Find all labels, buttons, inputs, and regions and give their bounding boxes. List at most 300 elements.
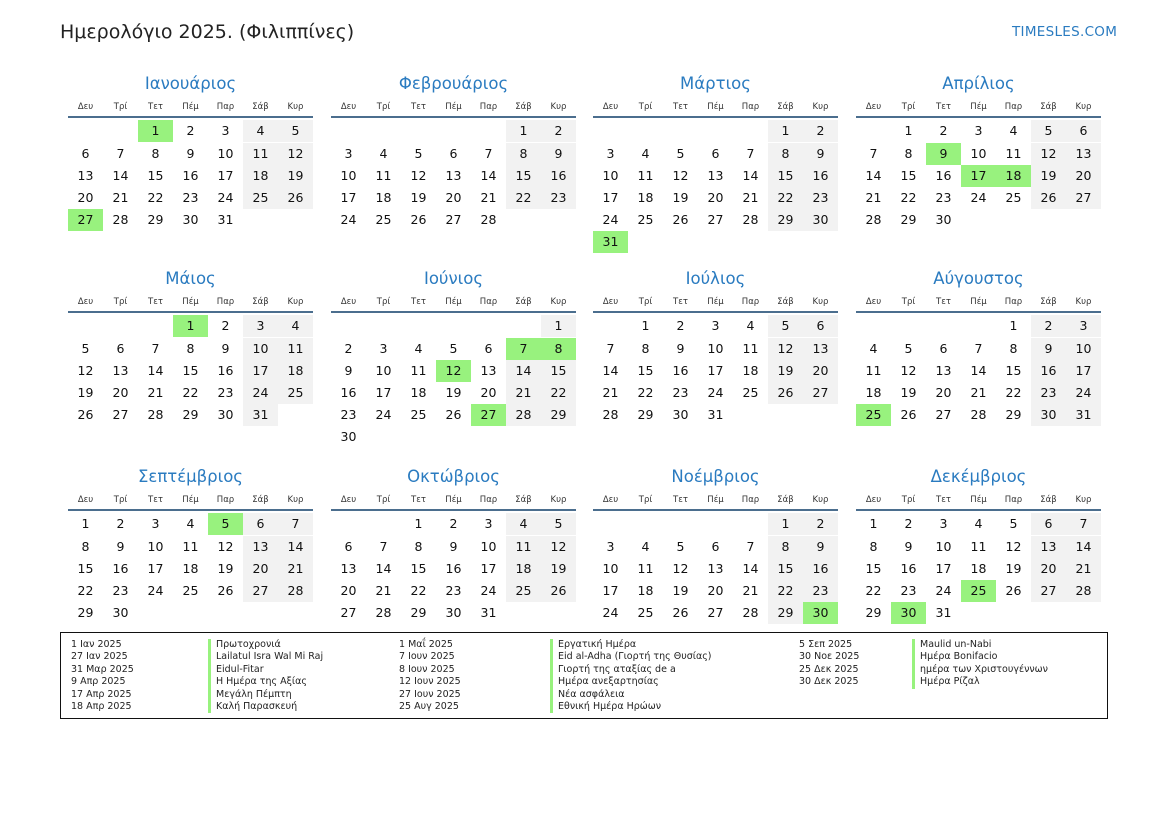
holiday-day-cell: 8: [541, 338, 576, 360]
day-cell: 21: [742, 190, 759, 205]
day-cell: 17: [217, 168, 234, 183]
day-cell: 26: [217, 583, 234, 598]
day-cell: 15: [900, 168, 917, 183]
holiday-day-cell: 1: [138, 120, 173, 142]
day-cell: 26: [541, 580, 576, 602]
day-cell: 15: [637, 363, 654, 378]
day-cell: 26: [1031, 187, 1066, 209]
weekday-header: Δευ: [865, 495, 882, 505]
day-cell: 12: [768, 338, 803, 360]
day-cell: 9: [803, 143, 838, 165]
legend-holiday-name: Εργατική Ημέρα: [550, 639, 636, 651]
day-cell: 21: [1066, 558, 1101, 580]
day-cell: 26: [445, 407, 462, 422]
weekday-header: Κυρ: [287, 297, 304, 307]
day-cell: 20: [445, 190, 462, 205]
day-cell: 25: [410, 407, 427, 422]
day-cell: 8: [81, 539, 90, 554]
month-divider: [593, 311, 838, 313]
day-cell: 25: [278, 382, 313, 404]
weekday-header: Παρ: [1004, 495, 1023, 505]
day-cell: 22: [147, 190, 164, 205]
day-cell: 23: [672, 385, 689, 400]
day-cell: 24: [970, 190, 987, 205]
legend-date: 8 Ιουν 2025: [399, 663, 455, 675]
day-cell: 19: [410, 190, 427, 205]
day-cell: 18: [506, 558, 541, 580]
day-cell: 5: [81, 341, 90, 356]
day-cell: 23: [217, 385, 234, 400]
day-cell: 14: [742, 168, 759, 183]
day-cell: 12: [672, 168, 689, 183]
day-cell: 10: [1066, 338, 1101, 360]
day-cell: 29: [182, 407, 199, 422]
weekday-header: Σάβ: [777, 297, 794, 307]
day-cell: 11: [970, 539, 987, 554]
day-cell: 10: [707, 341, 724, 356]
day-cell: 12: [541, 536, 576, 558]
day-cell: 17: [147, 561, 164, 576]
day-cell: 1: [1009, 318, 1018, 333]
day-cell: 15: [77, 561, 94, 576]
day-cell: 23: [803, 187, 838, 209]
day-cell: 15: [768, 558, 803, 580]
day-cell: 20: [1066, 165, 1101, 187]
day-cell: 28: [375, 605, 392, 620]
day-cell: 5: [278, 120, 313, 142]
month-name: Σεπτέμβριος: [138, 467, 243, 486]
day-cell: 20: [803, 360, 838, 382]
day-cell: 7: [116, 146, 125, 161]
day-cell: 23: [541, 187, 576, 209]
day-cell: 21: [112, 190, 129, 205]
month-divider: [331, 311, 576, 313]
weekday-header: Τρί: [113, 495, 128, 505]
day-cell: 1: [904, 123, 913, 138]
weekday-header: Δευ: [602, 297, 619, 307]
day-cell: 1: [414, 516, 423, 531]
day-cell: 30: [182, 212, 199, 227]
day-cell: 29: [865, 605, 882, 620]
day-cell: 30: [340, 429, 357, 444]
day-cell: 6: [711, 539, 720, 554]
day-cell: 22: [541, 382, 576, 404]
weekday-header: Τετ: [673, 495, 688, 505]
month-block: [593, 74, 838, 254]
day-cell: 7: [606, 341, 615, 356]
weekday-header: Τετ: [936, 495, 951, 505]
day-cell: 4: [506, 513, 541, 535]
day-cell: 16: [935, 168, 952, 183]
day-cell: 28: [970, 407, 987, 422]
day-cell: 3: [711, 318, 720, 333]
day-cell: 4: [869, 341, 878, 356]
month-name: Νοέμβριος: [671, 467, 760, 486]
weekday-header: Παρ: [1004, 102, 1023, 112]
month-name: Ιούλιος: [685, 269, 746, 288]
day-cell: 28: [278, 580, 313, 602]
day-cell: 31: [1066, 404, 1101, 426]
holiday-day-cell: 27: [68, 209, 103, 231]
day-cell: 8: [151, 146, 160, 161]
day-cell: 15: [182, 363, 199, 378]
weekday-header: Πέμ: [445, 495, 462, 505]
day-cell: 19: [672, 190, 689, 205]
brand-link[interactable]: TIMESLES.COM: [1012, 24, 1118, 40]
day-cell: 8: [768, 143, 803, 165]
day-cell: 3: [606, 539, 615, 554]
holiday-day-cell: 25: [961, 580, 996, 602]
day-cell: 28: [480, 212, 497, 227]
day-cell: 21: [278, 558, 313, 580]
day-cell: 30: [445, 605, 462, 620]
day-cell: 7: [1066, 513, 1101, 535]
day-cell: 18: [182, 561, 199, 576]
day-cell: 16: [1031, 360, 1066, 382]
day-cell: 2: [803, 120, 838, 142]
day-cell: 25: [637, 212, 654, 227]
day-cell: 3: [939, 516, 948, 531]
day-cell: 15: [147, 168, 164, 183]
day-cell: 9: [904, 539, 913, 554]
weekday-header: Σάβ: [252, 495, 269, 505]
month-block: [593, 467, 838, 647]
weekday-header: Κυρ: [550, 495, 567, 505]
day-cell: 14: [1066, 536, 1101, 558]
day-cell: 5: [1009, 516, 1018, 531]
weekday-header: Παρ: [741, 495, 760, 505]
day-cell: 29: [410, 605, 427, 620]
day-cell: 12: [410, 168, 427, 183]
day-cell: 3: [379, 341, 388, 356]
weekday-header: Πέμ: [707, 297, 724, 307]
day-cell: 18: [410, 385, 427, 400]
day-cell: 20: [1031, 558, 1066, 580]
day-cell: 5: [768, 315, 803, 337]
day-cell: 27: [707, 212, 724, 227]
day-cell: 10: [602, 561, 619, 576]
legend-holiday-name: Lailatul Isra Wal Mi Raj: [208, 651, 323, 663]
day-cell: 3: [221, 123, 230, 138]
day-cell: 16: [445, 561, 462, 576]
day-cell: 20: [112, 385, 129, 400]
day-cell: 31: [480, 605, 497, 620]
weekday-header: Κυρ: [1075, 297, 1092, 307]
day-cell: 13: [935, 363, 952, 378]
day-cell: 4: [746, 318, 755, 333]
day-cell: 10: [935, 539, 952, 554]
legend-date: 25 Δεκ 2025: [799, 663, 859, 675]
weekday-header: Σάβ: [252, 102, 269, 112]
day-cell: 16: [340, 385, 357, 400]
day-cell: 18: [243, 165, 278, 187]
day-cell: 22: [900, 190, 917, 205]
day-cell: 18: [742, 363, 759, 378]
day-cell: 11: [410, 363, 427, 378]
day-cell: 6: [116, 341, 125, 356]
weekday-header: Σάβ: [252, 297, 269, 307]
weekday-header: Δευ: [340, 102, 357, 112]
day-cell: 14: [865, 168, 882, 183]
day-cell: 11: [742, 341, 759, 356]
legend-date: 12 Ιουν 2025: [399, 676, 461, 688]
day-cell: 29: [637, 407, 654, 422]
day-cell: 9: [1031, 338, 1066, 360]
day-cell: 24: [602, 212, 619, 227]
month-block: [68, 269, 313, 449]
day-cell: 1: [768, 513, 803, 535]
day-cell: 13: [1031, 536, 1066, 558]
day-cell: 19: [541, 558, 576, 580]
day-cell: 10: [970, 146, 987, 161]
day-cell: 3: [484, 516, 493, 531]
legend-holiday-name: Πρωτοχρονιά: [208, 639, 281, 651]
day-cell: 11: [243, 143, 278, 165]
day-cell: 11: [637, 561, 654, 576]
day-cell: 6: [449, 146, 458, 161]
day-cell: 16: [541, 165, 576, 187]
day-cell: 11: [1005, 146, 1022, 161]
weekday-header: Τετ: [148, 297, 163, 307]
day-cell: 6: [939, 341, 948, 356]
day-cell: 24: [243, 382, 278, 404]
holiday-day-cell: 18: [996, 165, 1031, 187]
day-cell: 18: [375, 190, 392, 205]
weekday-header: Τρί: [901, 102, 916, 112]
day-cell: 26: [1005, 583, 1022, 598]
day-cell: 10: [602, 168, 619, 183]
month-block: [331, 467, 576, 647]
day-cell: 30: [1031, 404, 1066, 426]
day-cell: 11: [506, 536, 541, 558]
day-cell: 1: [641, 318, 650, 333]
day-cell: 21: [375, 583, 392, 598]
day-cell: 7: [379, 539, 388, 554]
day-cell: 17: [707, 363, 724, 378]
holiday-day-cell: 30: [803, 602, 838, 624]
weekday-header: Τρί: [638, 495, 653, 505]
legend-date: 27 Ιουν 2025: [399, 688, 461, 700]
day-cell: 9: [449, 539, 458, 554]
day-cell: 19: [278, 165, 313, 187]
weekday-header: Παρ: [216, 297, 235, 307]
holiday-legend: [60, 632, 1108, 719]
day-cell: 12: [77, 363, 94, 378]
day-cell: 22: [637, 385, 654, 400]
day-cell: 23: [182, 190, 199, 205]
weekday-header: Δευ: [77, 495, 94, 505]
day-cell: 30: [935, 212, 952, 227]
day-cell: 6: [711, 146, 720, 161]
day-cell: 4: [379, 146, 388, 161]
month-block: [68, 467, 313, 647]
day-cell: 13: [707, 168, 724, 183]
day-cell: 23: [803, 580, 838, 602]
weekday-header: Τετ: [936, 297, 951, 307]
day-cell: 26: [77, 407, 94, 422]
day-cell: 3: [606, 146, 615, 161]
day-cell: 15: [506, 165, 541, 187]
legend-date: 5 Σεπ 2025: [799, 639, 853, 650]
day-cell: 22: [1005, 385, 1022, 400]
day-cell: 12: [672, 561, 689, 576]
month-name: Οκτώβριος: [407, 467, 500, 486]
day-cell: 28: [602, 407, 619, 422]
day-cell: 28: [1066, 580, 1101, 602]
month-name: Μάιος: [165, 269, 216, 288]
day-cell: 23: [900, 583, 917, 598]
month-divider: [856, 311, 1101, 313]
day-cell: 20: [340, 583, 357, 598]
day-cell: 2: [449, 516, 458, 531]
day-cell: 1: [506, 120, 541, 142]
day-cell: 2: [221, 318, 230, 333]
day-cell: 20: [480, 385, 497, 400]
weekday-header: Δευ: [602, 495, 619, 505]
day-cell: 8: [641, 341, 650, 356]
holiday-day-cell: 27: [471, 404, 506, 426]
day-cell: 4: [1009, 123, 1018, 138]
legend-holiday-name: Μεγάλη Πέμπτη: [208, 689, 292, 701]
month-divider: [856, 509, 1101, 511]
day-cell: 20: [707, 583, 724, 598]
day-cell: 17: [602, 583, 619, 598]
day-cell: 25: [1005, 190, 1022, 205]
day-cell: 25: [506, 580, 541, 602]
day-cell: 19: [672, 583, 689, 598]
weekday-header: Δευ: [340, 495, 357, 505]
day-cell: 10: [243, 338, 278, 360]
holiday-day-cell: 17: [961, 165, 996, 187]
day-cell: 29: [541, 404, 576, 426]
day-cell: 17: [375, 385, 392, 400]
day-cell: 10: [217, 146, 234, 161]
day-cell: 17: [602, 190, 619, 205]
day-cell: 6: [81, 146, 90, 161]
day-cell: 5: [1031, 120, 1066, 142]
day-cell: 4: [641, 539, 650, 554]
day-cell: 20: [935, 385, 952, 400]
month-divider: [331, 116, 576, 118]
day-cell: 21: [742, 583, 759, 598]
day-cell: 28: [506, 404, 541, 426]
day-cell: 7: [869, 146, 878, 161]
month-name: Μάρτιος: [680, 74, 751, 93]
weekday-header: Πέμ: [707, 102, 724, 112]
day-cell: 9: [186, 146, 195, 161]
day-cell: 3: [243, 315, 278, 337]
day-cell: 19: [77, 385, 94, 400]
day-cell: 7: [278, 513, 313, 535]
weekday-header: Τετ: [411, 102, 426, 112]
day-cell: 22: [77, 583, 94, 598]
day-cell: 4: [243, 120, 278, 142]
day-cell: 25: [182, 583, 199, 598]
day-cell: 17: [243, 360, 278, 382]
day-cell: 7: [151, 341, 160, 356]
day-cell: 31: [707, 407, 724, 422]
day-cell: 14: [506, 360, 541, 382]
weekday-header: Κυρ: [812, 495, 829, 505]
legend-holiday-name: Εθνική Ημέρα Ηρώων: [550, 701, 661, 713]
weekday-header: Τρί: [376, 495, 391, 505]
day-cell: 27: [243, 580, 278, 602]
day-cell: 22: [768, 187, 803, 209]
day-cell: 13: [445, 168, 462, 183]
day-cell: 27: [1031, 580, 1066, 602]
legend-date: 31 Μαρ 2025: [71, 663, 134, 675]
weekday-header: Τετ: [936, 102, 951, 112]
month-block: [331, 269, 576, 449]
day-cell: 20: [243, 558, 278, 580]
weekday-header: Κυρ: [1075, 495, 1092, 505]
day-cell: 25: [243, 187, 278, 209]
day-cell: 18: [278, 360, 313, 382]
day-cell: 6: [803, 315, 838, 337]
day-cell: 2: [186, 123, 195, 138]
day-cell: 20: [707, 190, 724, 205]
day-cell: 9: [221, 341, 230, 356]
day-cell: 31: [243, 404, 278, 426]
day-cell: 18: [970, 561, 987, 576]
day-cell: 3: [151, 516, 160, 531]
day-cell: 26: [672, 212, 689, 227]
day-cell: 12: [1005, 539, 1022, 554]
month-name: Αύγουστος: [933, 269, 1024, 288]
weekday-header: Τετ: [411, 495, 426, 505]
day-cell: 5: [676, 146, 685, 161]
weekday-header: Σάβ: [1040, 102, 1057, 112]
day-cell: 23: [1031, 382, 1066, 404]
legend-holiday-name: Maulid un-Nabi: [912, 639, 991, 651]
legend-holiday-name: Γιορτή της αταξίας de a: [550, 664, 676, 676]
weekday-header: Τρί: [113, 297, 128, 307]
weekday-header: Σάβ: [777, 495, 794, 505]
day-cell: 15: [1005, 363, 1022, 378]
day-cell: 24: [707, 385, 724, 400]
weekday-header: Τρί: [376, 102, 391, 112]
day-cell: 29: [768, 209, 803, 231]
day-cell: 24: [602, 605, 619, 620]
day-cell: 2: [904, 516, 913, 531]
weekday-header: Πέμ: [707, 495, 724, 505]
weekday-header: Παρ: [216, 102, 235, 112]
month-name: Ιούνιος: [423, 269, 484, 288]
weekday-header: Πέμ: [970, 102, 987, 112]
holiday-day-cell: 9: [926, 143, 961, 165]
holiday-day-cell: 7: [506, 338, 541, 360]
month-block: [856, 74, 1101, 254]
day-cell: 23: [112, 583, 129, 598]
day-cell: 4: [641, 146, 650, 161]
month-block: [856, 467, 1101, 647]
legend-holiday-name: Eidul-Fitar: [208, 664, 264, 676]
day-cell: 27: [1066, 187, 1101, 209]
day-cell: 26: [410, 212, 427, 227]
day-cell: 5: [904, 341, 913, 356]
day-cell: 19: [768, 360, 803, 382]
month-block: [331, 74, 576, 254]
weekday-header: Παρ: [216, 495, 235, 505]
day-cell: 15: [865, 561, 882, 576]
day-cell: 16: [112, 561, 129, 576]
day-cell: 20: [77, 190, 94, 205]
holiday-day-cell: 12: [436, 360, 471, 382]
holiday-day-cell: 25: [856, 404, 891, 426]
weekday-header: Πέμ: [970, 297, 987, 307]
legend-holiday-name: Η Ημέρα της Αξίας: [208, 676, 307, 688]
weekday-header: Πέμ: [182, 297, 199, 307]
